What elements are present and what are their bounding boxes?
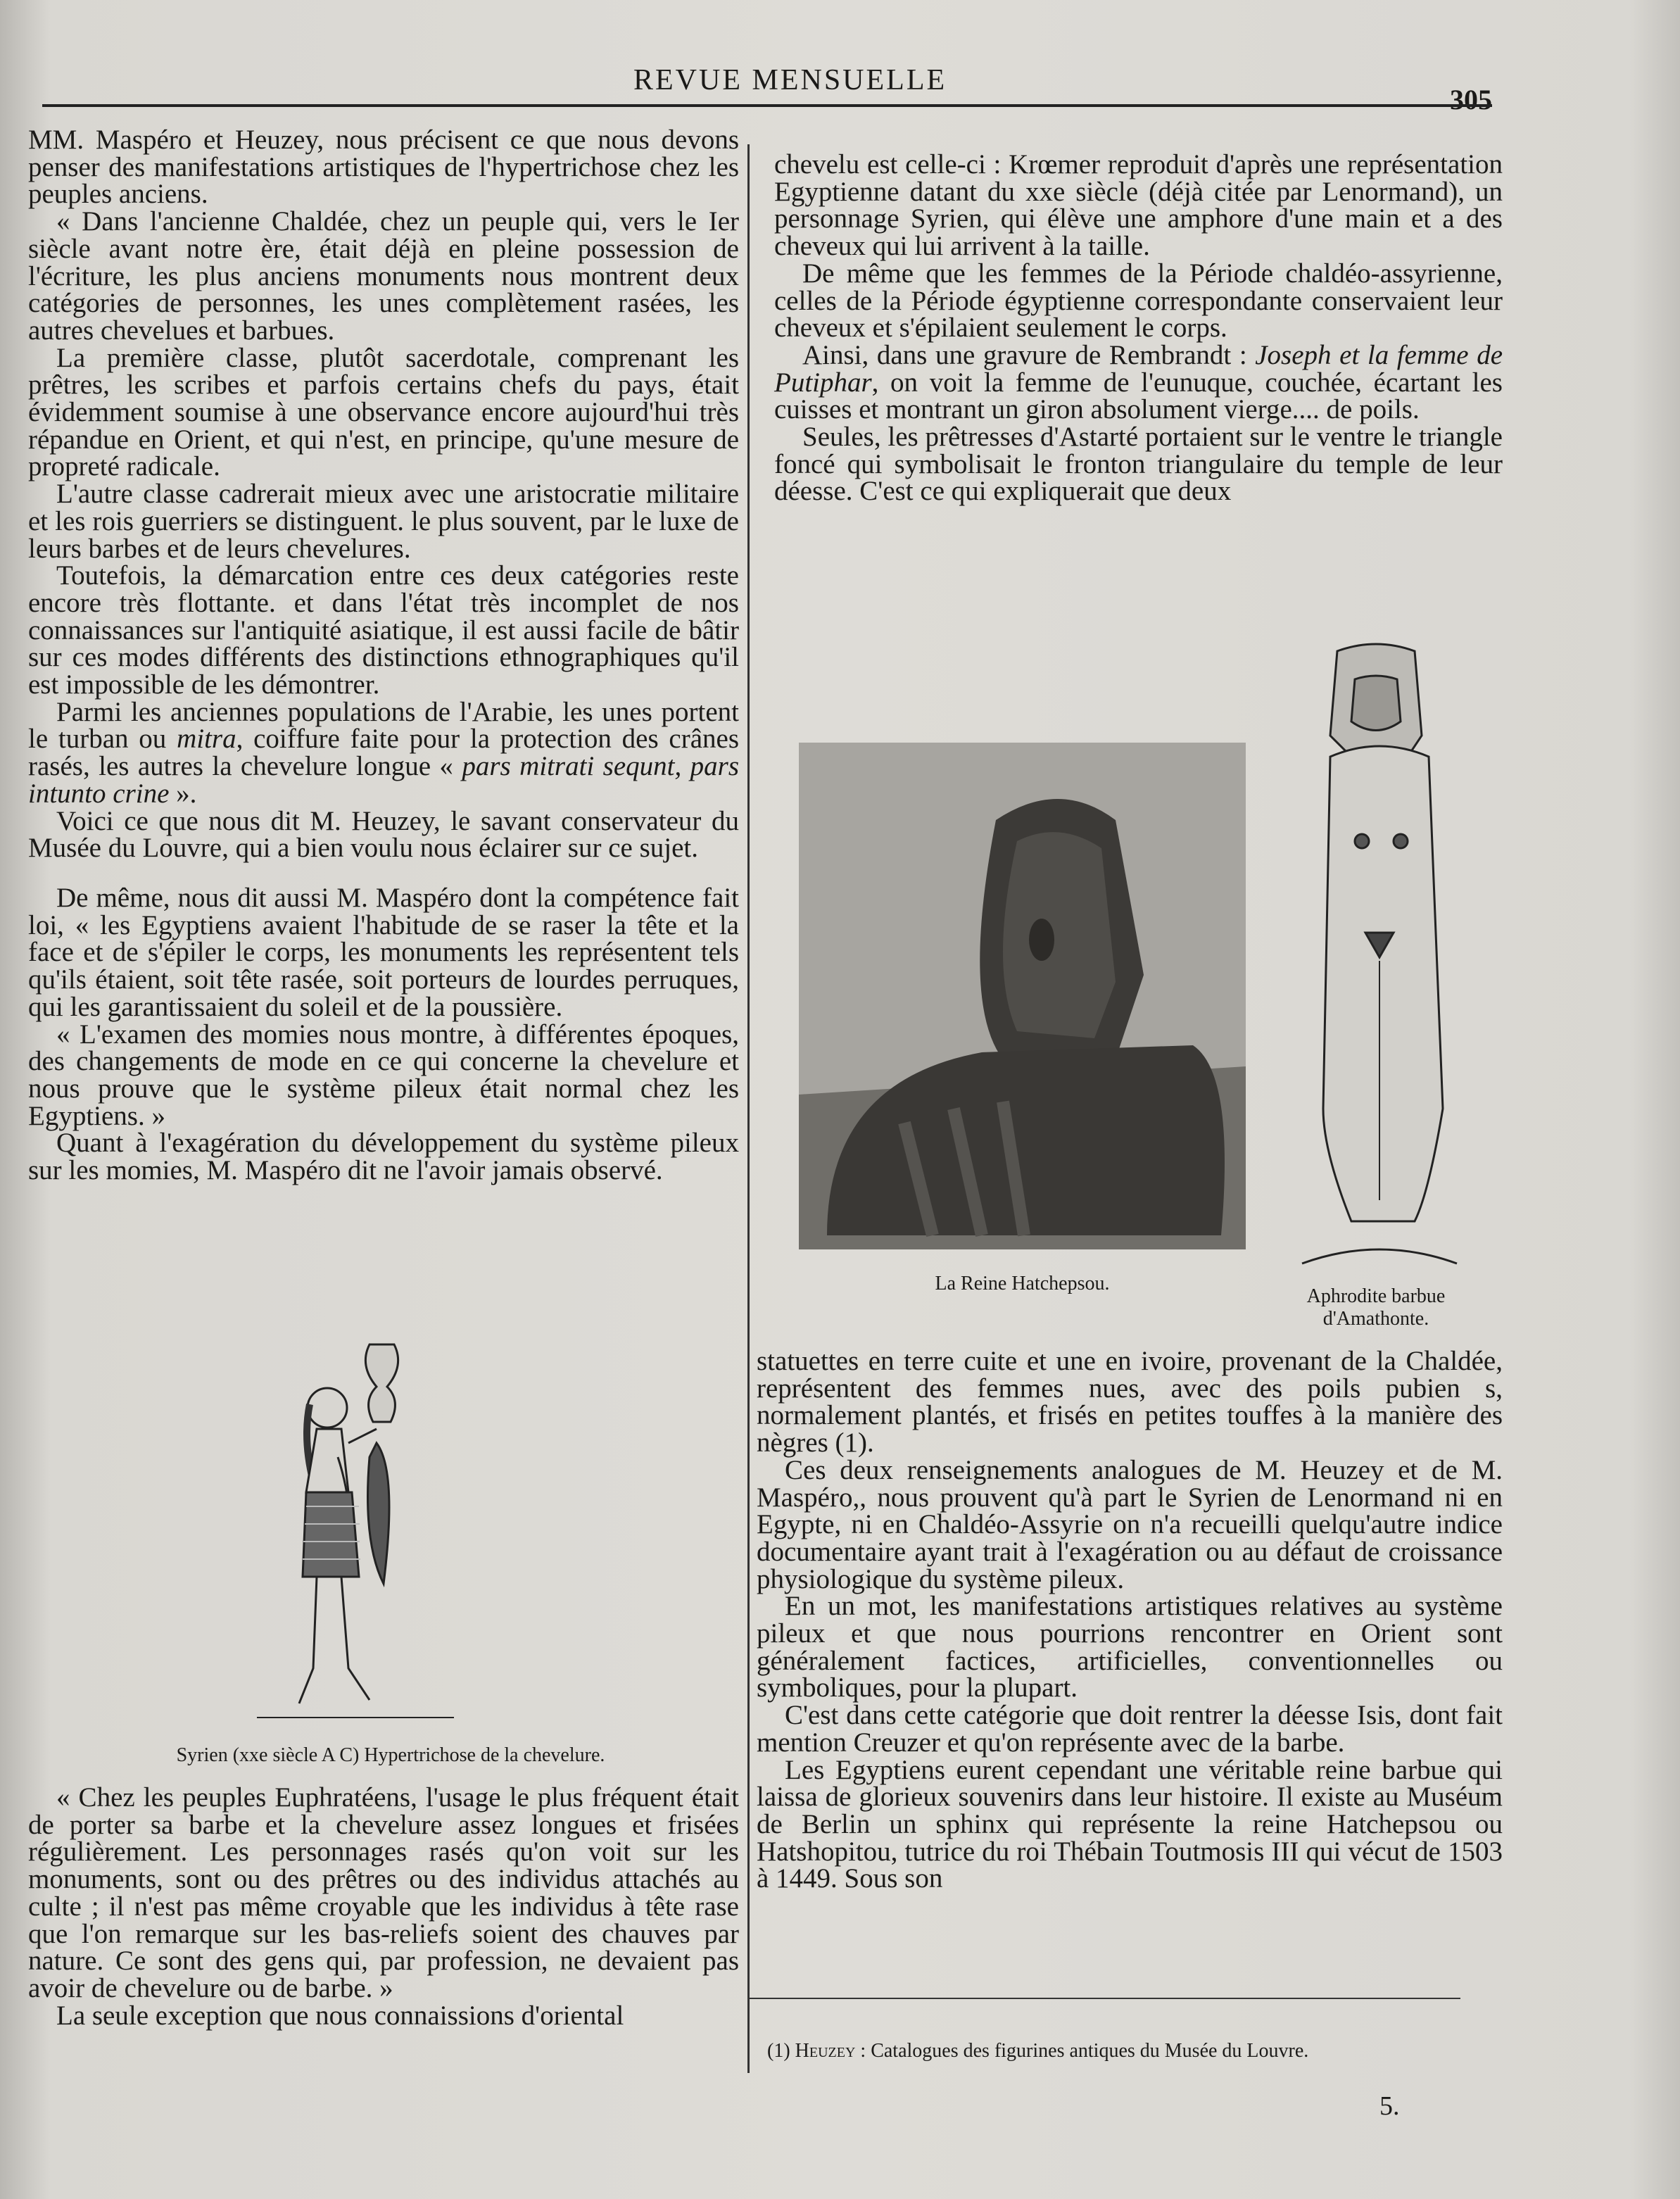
footnote-author: Heuzey [795, 2040, 856, 2062]
text-run: , on voit la femme de l'eunuque, couchée, écartant les cuisses et montrant un giron absolument vierge.... de poils. [774, 367, 1503, 425]
paragraph: « Dans l'ancienne Chaldée, chez un peuple qui, vers le Ier siècle avant notre ère, était déjà en pleine possession de l'écriture, les plus anciens monuments nous montrent deux catégories de personnes, les unes complètement rasées, les autres chevelues et barbues. [28, 206, 739, 346]
paragraph: MM. Maspéro et Heuzey, nous précisent ce que nous devons penser des manifestations artistiques de l'hypertrichose chez les peuples anciens. [28, 125, 739, 210]
left-column-top [28, 127, 739, 1185]
page-header [42, 63, 1492, 115]
text-run: Ainsi, dans une gravure de Rembrandt : [802, 339, 1247, 370]
paragraph: En un mot, les manifestations artistiques relatives au système pileux et que nous pourrions rencontrer en Orient sont généralement factices, artificielles, conventionnelles ou symboliques, pour la plupart. [757, 1591, 1503, 1703]
signature-mark: 5. [1379, 2091, 1400, 2121]
paragraph: C'est dans cette catégorie que doit rentrer la déesse Isis, dont fait mention Creuzer et qu'on représente avec de la barbe. [757, 1700, 1503, 1758]
paragraph: Voici ce que nous dit M. Heuzey, le savant conservateur du Musée du Louvre, qui a bien voulu nous éclairer sur ce sujet. [28, 805, 739, 864]
paragraph: Les Egyptiens eurent cependant une véritable reine barbue qui laissa de glorieux souvenirs dans leur histoire. Il existe au Muséum de Berlin un sphinx qui représente la reine Hatchepsou ou Hatshopitou, tutrice du roi Thébain Toutmosis III qui vécut de 1503 à 1449. Sous son [757, 1754, 1503, 1894]
syrien-illustration [250, 1337, 461, 1721]
right-column-bottom [757, 1348, 1503, 1893]
paragraph: statuettes en terre cuite et une en ivoire, provenant de la Chaldée, représentent des femmes nues, avec des poils pubien s, normalement plantés, et frisés en petites touffes à la manière des nègres (1). [757, 1346, 1503, 1458]
paragraph: De même que les femmes de la Période chaldéo-assyrienne, celles de la Période égyptienne correspondante conservaient leur cheveux et s'épilaient seulement le corps. [774, 258, 1503, 344]
caption-aphrodite-line: Aphrodite barbue [1306, 1285, 1446, 1307]
text-run: , coiffure faite pour la protection des crânes rasés, les autres la chevelure longue « [28, 724, 740, 782]
paragraph: chevelu est celle-ci : Krœmer reproduit d'après une représentation Egyptienne datant du xxe siècle (déjà citée par Lenormand), un personnage Syrien, qui élève une amphore d'une main et a des cheveux qui lui arrivent à la taille. [774, 149, 1503, 262]
paragraph: Toutefois, la démarcation entre ces deux catégories reste encore très flottante. et dans l'état très incomplet de nos connaissances sur l'antiquité asiatique, il est aussi facile de bâtir sur ces modes différents des distinctions ethnographiques qu'il est impossible de les démontrer. [28, 560, 739, 700]
paragraph: Ces deux renseignements analogues de M. Heuzey et de M. Maspéro,, nous prouvent qu'à part le Syrien de Lenormand ni en Egypte, ni en Chaldéo-Assyrie on n'a recueilli quelqu'autre indice documentaire ayant trait à l'exagération ou au défaut de croissance physiologique du système pileux. [757, 1454, 1503, 1594]
caption-aphrodite [1260, 1285, 1492, 1330]
caption-reine-hatchepsou: La Reine Hatchepsou. [935, 1273, 1110, 1294]
text-run: ». [176, 778, 197, 809]
text-run: Parmi les anciennes populations de l'Arabie, les unes portent le turban ou [28, 696, 739, 755]
paragraph: La seule exception que nous connaissions d'oriental [56, 2000, 624, 2031]
paragraph: « Chez les peuples Euphratéens, l'usage le plus fréquent était de porter sa barbe et la chevelure assez longues et frisées régulièrement. Les personnages rasés qu'on voit sur les monuments, sont ou des prêtres ou des individus attachés au culte ; il n'est pas même croyable que les individus à tête rase que l'on remarque sur les bas-reliefs soient des chauves par nature. Ce sont des gens qui, par profession, ne devaient pas avoir de chevelure ou de barbe. » [28, 1782, 739, 2003]
caption-aphrodite-line: d'Amathonte. [1322, 1308, 1429, 1330]
footnote-text: : Catalogues des figurines antiques du Musée du Louvre. [860, 2040, 1309, 2062]
right-column-top [774, 151, 1503, 505]
italic-run: mitra [177, 724, 236, 755]
caption-syrien: Syrien (xxe siècle A C) Hypertrichose de la chevelure. [176, 1744, 605, 1766]
page-number: 305 [1450, 84, 1492, 115]
footnote-rule [750, 1998, 1460, 1999]
paragraph: « L'examen des momies nous montre, à différentes époques, des changements de mode en ce qui concerne la chevelure et nous prouve que le système pileux était normal chez les Egyptiens. » [28, 1019, 739, 1131]
paragraph: La première classe, plutôt sacerdotale, comprenant les prêtres, les scribes et parfois certains chefs du pays, était évidemment soumise à une observance encore aujourd'hui très répandue en Orient, et qui n'est, en principe, qu'une mesure de propreté radicale. [28, 342, 739, 482]
figure-reine-hatchepsou [799, 743, 1246, 1249]
column-divider [747, 144, 750, 2073]
paragraph: L'autre classe cadrerait mieux avec une aristocratie militaire et les rois guerriers se distinguent. le plus souvent, par le luxe de leurs barbes et de leurs chevelures. [28, 479, 739, 564]
paragraph: Quant à l'exagération du développement du système pileux sur les momies, M. Maspéro dit ne l'avoir jamais observé. [28, 1128, 739, 1186]
sphinx-photo [799, 743, 1246, 1249]
left-column-bottom [28, 1784, 739, 2029]
figure-syrien [250, 1337, 461, 1721]
footnote [767, 2040, 1308, 2062]
aphrodite-statuette [1288, 637, 1464, 1271]
running-title: REVUE MENSUELLE [633, 64, 947, 96]
footnote-marker: (1) [767, 2040, 790, 2062]
paragraph [774, 339, 1503, 425]
paragraph: Seules, les prêtresses d'Astarté portaient sur le ventre le triangle foncé qui symbolisait le fronton triangulaire du temple de leur déesse. C'est ce qui expliquerait que deux [774, 422, 1503, 507]
figure-aphrodite [1288, 637, 1464, 1271]
italic-run: Joseph et la femme de Putiphar [774, 339, 1503, 398]
header-rule [42, 104, 1492, 107]
paragraph: De même, nous dit aussi M. Maspéro dont la compétence fait loi, « les Egyptiens avaient l'habitude de se raser la tête et la face et de s'épiler le corps, les monuments les représentent tels qu'ils étaient, soit tête rasée, soit porteurs de lourdes perruques, qui les garantissaient du soleil et de la poussière. [28, 882, 739, 1022]
italic-run: pars mitrati sequnt, pars intunto crine [28, 751, 739, 809]
paragraph [28, 696, 740, 809]
